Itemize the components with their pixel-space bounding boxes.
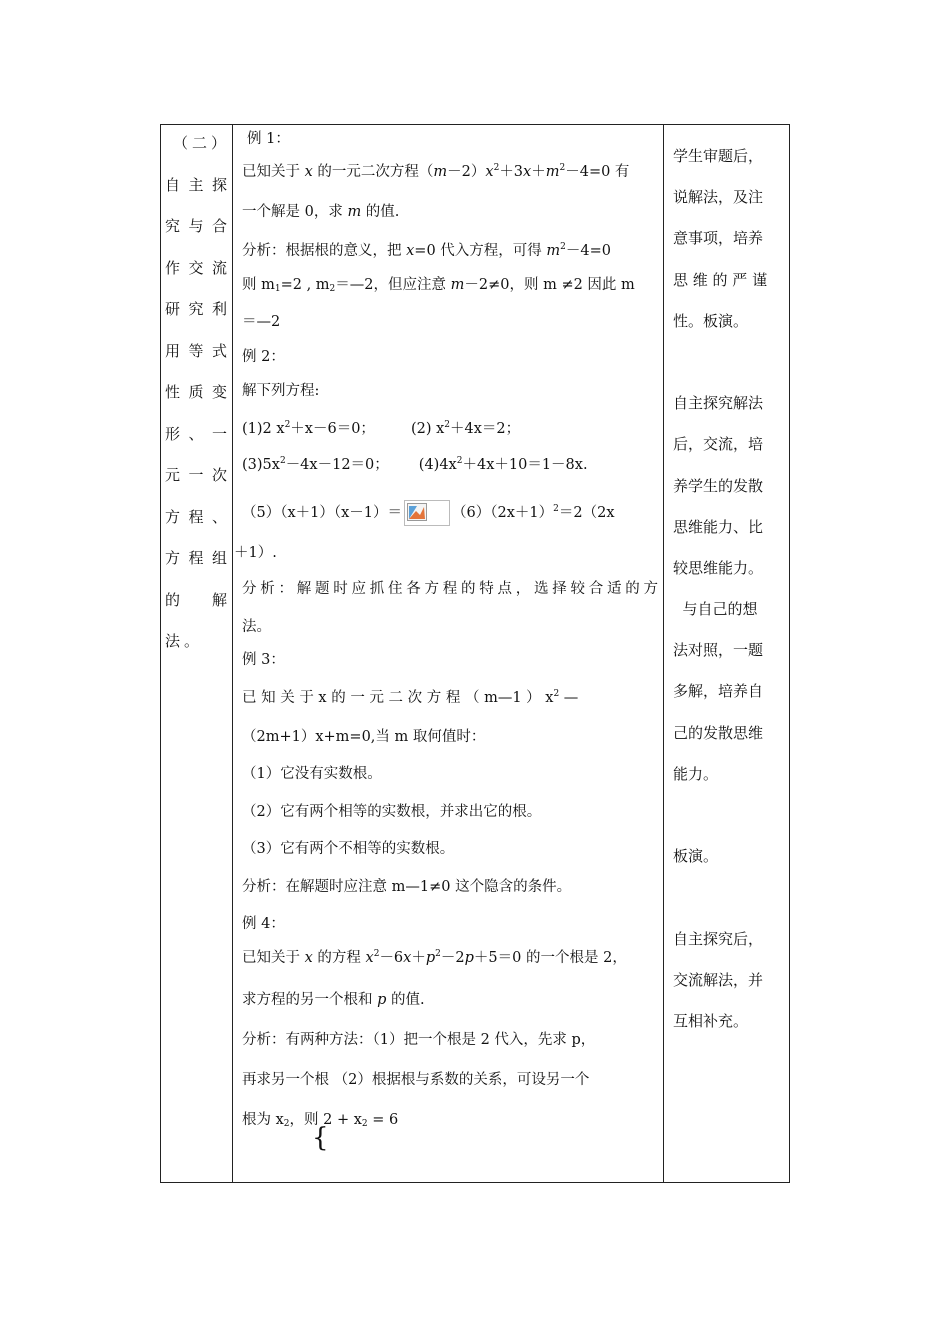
- example-2-analysis: 分析：解题时应抓住各方程的特点，选择较合适的方: [242, 581, 658, 597]
- subscript: 1: [274, 284, 281, 294]
- exponent: 2: [284, 420, 291, 430]
- example-2-instruction: 解下列方程:: [242, 383, 320, 399]
- math-var: x: [304, 950, 313, 966]
- text: ＋3: [499, 164, 524, 180]
- column-divider: [232, 125, 233, 1182]
- note-line: 多解，培养自: [673, 682, 764, 701]
- text: (2) x: [410, 421, 445, 437]
- text: －2: [440, 950, 465, 966]
- note-line: 交流解法，并: [673, 970, 764, 989]
- note-line: 说解法，及注: [673, 188, 764, 207]
- stage-line: 的 解: [165, 590, 231, 609]
- text: －4=0 有: [565, 164, 630, 180]
- example-3-analysis: 分析：在解题时应注意 m—1≠0 这个隐含的条件。: [242, 878, 572, 895]
- text: (3)5x: [242, 457, 280, 473]
- text: （5）（x＋1）（x－1）＝: [242, 505, 403, 521]
- stage-line: （二）: [173, 134, 231, 152]
- spacer: [673, 348, 785, 389]
- note-line: 思 维 的 严 谨: [673, 270, 768, 289]
- stage-line: 自主探: [165, 175, 231, 194]
- math-var: x: [403, 950, 412, 966]
- example-3-problem: [242, 684, 658, 723]
- example-4-title: 例 4：: [242, 916, 285, 932]
- example-3-question: （1）它没有实数根。: [242, 766, 382, 782]
- math-var: m: [347, 204, 362, 220]
- note-line: 板演。: [673, 847, 719, 866]
- notes-column: [673, 142, 785, 1048]
- example-1-analysis: [242, 271, 658, 308]
- text: 已知关于: [242, 164, 305, 180]
- exponent: 2: [560, 242, 566, 252]
- math-var: p: [425, 950, 436, 966]
- text: ＋: [531, 164, 546, 180]
- text: －4x－12＝0；: [285, 457, 389, 473]
- text: ＋4x＝2；: [450, 421, 521, 437]
- example-1-answer: ＝—2: [242, 314, 281, 330]
- stage-line: 研究利: [165, 300, 231, 318]
- subscript: 2: [329, 284, 336, 294]
- content-column: [234, 125, 658, 1153]
- example-1-problem: [242, 158, 658, 198]
- text: 一个解是 0，求: [242, 204, 348, 220]
- text: －6: [379, 950, 404, 966]
- note-line: 养学生的发散: [673, 476, 764, 495]
- note-line: 自主探究后，: [673, 929, 764, 948]
- stage-line: 形、一: [165, 424, 231, 443]
- note-line: 学生审题后，: [673, 147, 764, 165]
- spacer: [673, 801, 785, 842]
- math-var: x: [523, 164, 532, 180]
- note-line: 自主探究解法: [673, 394, 764, 413]
- note-line: 意事项，培养: [673, 229, 764, 248]
- exponent: 2: [435, 949, 441, 959]
- exponent: 2: [553, 504, 559, 514]
- example-4-analysis: 分析：有两种方法：（1）把一个根是 2 代入，先求 p，: [242, 1032, 596, 1048]
- example-2-equations: [242, 415, 658, 451]
- text: 根为 x: [242, 1112, 284, 1128]
- stage-column: [165, 129, 231, 669]
- subscript: 2: [283, 1119, 290, 1129]
- lesson-table: [160, 124, 790, 1183]
- math-var: x: [485, 164, 494, 180]
- text: ＝2（2x: [558, 505, 615, 521]
- math-var: p: [464, 950, 474, 966]
- exponent: 2: [553, 689, 560, 699]
- math-var: x: [365, 950, 374, 966]
- exponent: 2: [444, 420, 450, 430]
- math-var: x: [304, 164, 313, 180]
- column-divider: [663, 125, 664, 1182]
- text: ＋4x＋10＝1－8x.: [462, 457, 588, 473]
- example-3-question: （2）它有两个相等的实数根，并求出它的根。: [242, 803, 542, 820]
- math-var: p: [377, 992, 387, 1008]
- note-line: 较思维能力。: [673, 558, 764, 577]
- example-3-problem: （2m+1）x+m=0,当 m 取何值时：: [242, 729, 486, 745]
- example-3-question: （3）它有两个不相等的实数根。: [242, 841, 455, 857]
- text: =0 代入方程，可得: [414, 243, 547, 259]
- exponent: 2: [493, 163, 500, 173]
- broken-image-icon: [404, 500, 450, 526]
- text: ＋x－6＝0；: [290, 421, 375, 437]
- exponent: 2: [279, 456, 286, 466]
- text: 的值.: [386, 992, 425, 1008]
- subscript: 2: [361, 1119, 368, 1129]
- text: 分析：根据根的意义，把: [242, 243, 407, 259]
- example-4-analysis: 再求另一个根 （2）根据根与系数的关系，可设另一个: [242, 1072, 590, 1088]
- example-2-equations: [242, 451, 658, 495]
- text: = 6: [367, 1112, 399, 1128]
- math-var: x: [406, 243, 415, 259]
- stage-line: 法。: [165, 632, 204, 650]
- stage-line: 性质变: [165, 383, 231, 401]
- text: ＋: [411, 950, 426, 966]
- note-line: 能力。: [673, 764, 719, 783]
- text: 求方程的另一个根和: [242, 992, 378, 1008]
- text: —: [559, 690, 579, 706]
- text: －2≠0，则 m ≠2 因此 m: [464, 277, 635, 293]
- text: 则 m: [242, 277, 275, 293]
- example-1-title: 例 1：: [247, 131, 290, 147]
- stage-line: 作交流: [165, 258, 231, 277]
- exponent: 2: [373, 949, 380, 959]
- example-2-equations: ＋1）.: [234, 545, 277, 561]
- text: 已知关于: [242, 950, 305, 966]
- math-var: m: [546, 243, 561, 259]
- text: 的一元二次方程（: [312, 164, 434, 180]
- spacer: [673, 883, 785, 924]
- example-3-title: 例 3：: [242, 652, 285, 668]
- example-2-analysis: 法。: [242, 619, 271, 635]
- example-1-problem: [242, 198, 658, 237]
- example-2-title: 例 2：: [242, 349, 285, 365]
- note-line: 思维能力、比: [673, 517, 764, 536]
- text: (4)4x: [418, 457, 457, 473]
- text: ，则 2 + x: [289, 1112, 362, 1128]
- text: 已 知 关 于 x 的 一 元 二 次 方 程 （ m—1 ） x: [242, 690, 554, 706]
- example-4-problem: [242, 986, 658, 1026]
- text: （6）（2x＋1）: [452, 505, 554, 521]
- example-2-equations: [242, 495, 658, 539]
- example-4-analysis: [242, 1106, 658, 1144]
- math-var: m: [433, 164, 448, 180]
- math-var: m: [545, 164, 560, 180]
- example-1-analysis: [242, 237, 658, 271]
- text: 的方程: [312, 950, 366, 966]
- note-line: 法对照，一题: [673, 641, 764, 660]
- stage-line: 用等式: [165, 341, 231, 360]
- text: ＝—2，但应注意: [335, 277, 451, 293]
- text: 的值.: [361, 204, 400, 220]
- exponent: 2: [456, 456, 463, 466]
- note-line: 互相补充。: [673, 1011, 749, 1030]
- note-line: 与自己的想: [673, 600, 758, 619]
- math-var: m: [450, 277, 465, 293]
- stage-line: 方程组: [165, 549, 231, 567]
- equation-brace: {: [312, 1123, 329, 1153]
- note-line: 后，交流，培: [673, 435, 764, 454]
- text: (1)2 x: [242, 421, 285, 437]
- note-line: 己的发散思维: [673, 723, 764, 742]
- stage-line: 方程、: [165, 507, 231, 526]
- text: ＋5＝0 的一个根是 2，: [473, 950, 627, 966]
- text: =2 , m: [280, 277, 330, 293]
- exponent: 2: [559, 163, 566, 173]
- stage-line: 究与合: [165, 217, 231, 235]
- stage-line: 元一次: [165, 466, 231, 484]
- text: －4=0: [565, 243, 611, 259]
- text: －2）: [447, 164, 486, 180]
- example-4-problem: [242, 944, 658, 986]
- note-line: 性。板演。: [673, 311, 749, 330]
